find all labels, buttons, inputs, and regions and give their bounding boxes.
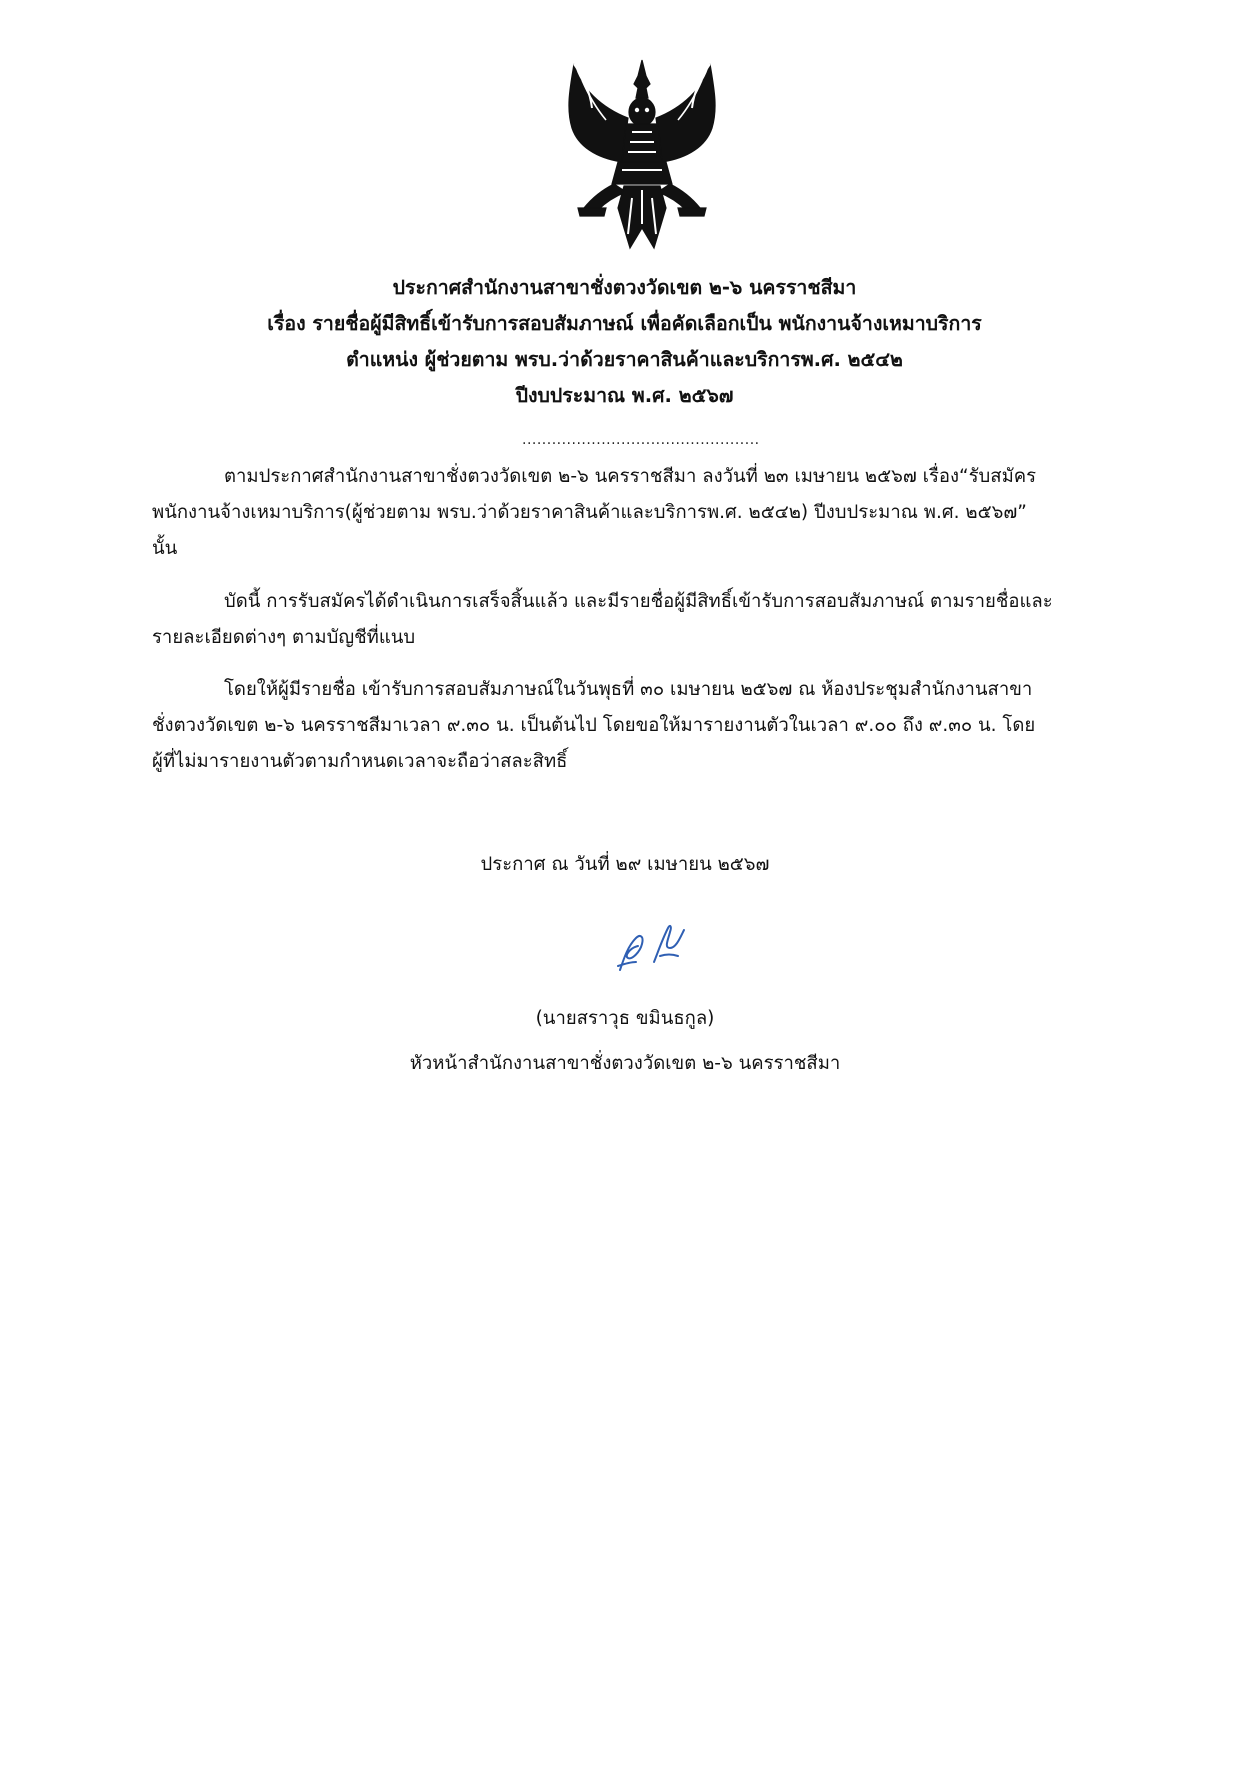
paragraph-reference bbox=[152, 459, 1152, 567]
heading-fiscal-year-line: ปีงบประมาณ พ.ศ. ๒๕๖๗ bbox=[515, 384, 734, 407]
paragraph-status bbox=[152, 584, 1152, 656]
announcement-date: ประกาศ ณ วันที่ ๒๙ เมษายน ๒๕๖๗ bbox=[480, 854, 770, 875]
garuda-emblem-icon bbox=[562, 58, 722, 254]
paragraph-line: บัดนี้ การรับสมัครได้ดำเนินการเสร็จสิ้นแล้ว และมีรายชื่อผู้มีสิทธิ์เข้ารับการสอบสัมภาษณ์ ตามรายชื่อและ bbox=[224, 591, 1053, 612]
paragraph-line: พนักงานจ้างเหมาบริการ(ผู้ช่วยตาม พรบ.ว่าด้วยราคาสินค้าและบริการพ.ศ. ๒๕๔๒) ปีงบประมาณ พ.ศ. ๒๕๖๗” bbox=[152, 502, 1027, 523]
announcement-heading bbox=[150, 270, 1099, 414]
signer-title: หัวหน้าสำนักงานสาขาชั่งตวงวัดเขต ๒-๖ นครราชสีมา bbox=[409, 1053, 841, 1074]
heading-position-line: ตำแหน่ง ผู้ช่วยตาม พรบ.ว่าด้วยราคาสินค้าและบริการพ.ศ. ๒๕๔๒ bbox=[346, 348, 903, 371]
paragraph-line: โดยให้ผู้มีรายชื่อ เข้ารับการสอบสัมภาษณ์ในวันพุธที่ ๓๐ เมษายน ๒๕๖๗ ณ ห้องประชุมสำนักงานสาขา bbox=[224, 679, 1033, 700]
heading-subject-line: เรื่อง รายชื่อผู้มีสิทธิ์เข้ารับการสอบสัมภาษณ์ เพื่อคัดเลือกเป็น พนักงานจ้างเหมาบริการ bbox=[267, 312, 982, 335]
signer-name: (นายสราวุธ ขมินธกูล) bbox=[535, 1008, 715, 1029]
paragraph-line: ตามประกาศสำนักงานสาขาชั่งตวงวัดเขต ๒-๖ นครราชสีมา ลงวันที่ ๒๓ เมษายน ๒๕๖๗ เรื่อง“รับสมัคร bbox=[224, 466, 1037, 487]
paragraph-line: รายละเอียดต่างๆ ตามบัญชีที่แนบ bbox=[152, 627, 416, 648]
paragraph-line: นั้น bbox=[152, 538, 178, 559]
paragraph-line: ผู้ที่ไม่มารายงานตัวตามกำหนดเวลาจะถือว่าสละสิทธิ์ bbox=[152, 751, 568, 772]
paragraph-line: ชั่งตวงวัดเขต ๒-๖ นครราชสีมาเวลา ๙.๓๐ น. เป็นต้นไป โดยขอให้มารายงานตัวในเวลา ๙.๐๐ ถึง ๙.๓๐ น. โดย bbox=[152, 715, 1036, 736]
handwritten-signature bbox=[610, 918, 690, 976]
heading-divider: ................................................ bbox=[522, 432, 760, 448]
heading-office-line: ประกาศสำนักงานสาขาชั่งตวงวัดเขต ๒-๖ นครราชสีมา bbox=[392, 276, 857, 299]
paragraph-interview-details bbox=[152, 672, 1152, 780]
